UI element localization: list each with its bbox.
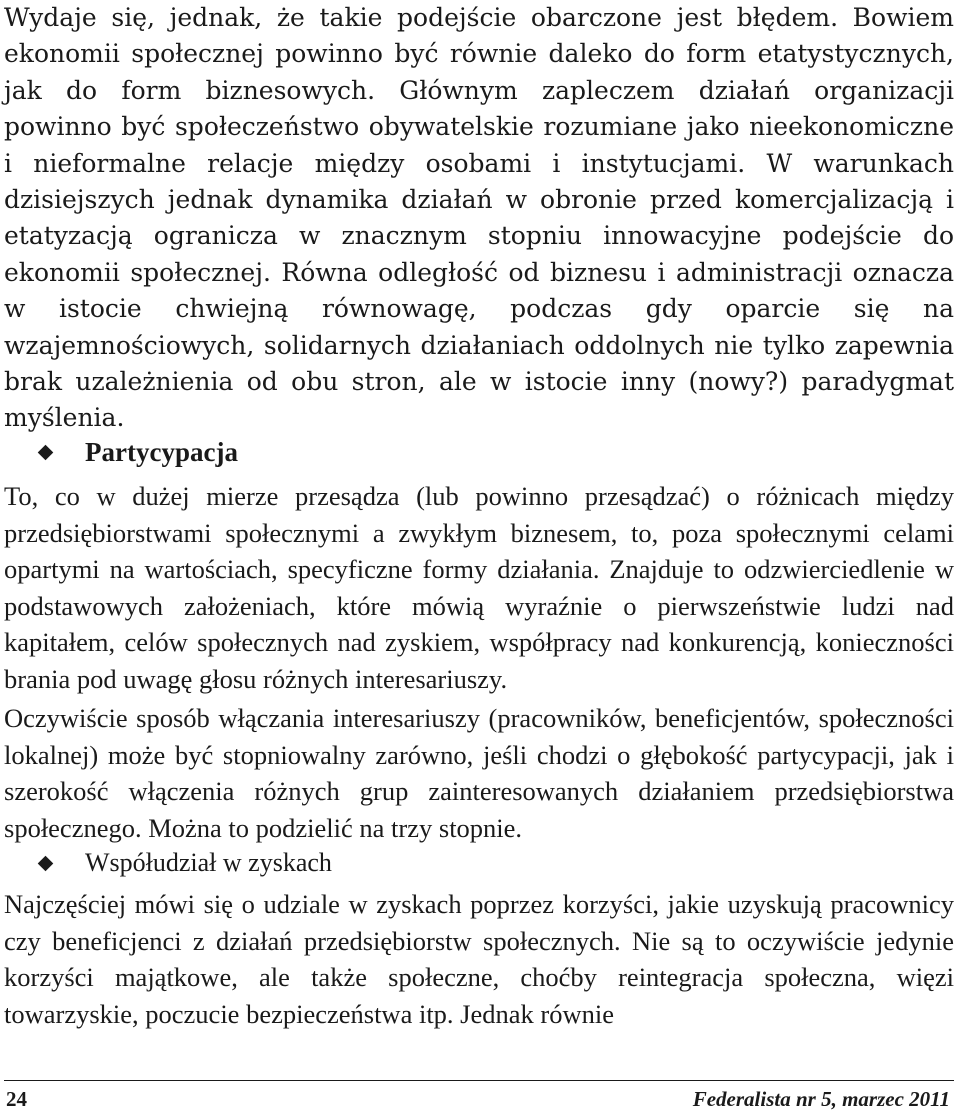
section-heading-text: Partycypacja: [85, 437, 238, 467]
subsection-heading: [32, 848, 332, 878]
body-paragraph: Oczywiście sposób włączania interesariuszy (pracowników, beneficjentów, społeczności lokalnej) może być stopniowalny zarówno, jeśli chodzi o głębokość partycypacji, jak i szerokość włączenia różnych grup zainteresowanych działaniem przedsiębiorstwa społecznego. Można to podzielić na trzy stopnie.: [4, 703, 954, 843]
diamond-bullet-icon: [38, 445, 54, 461]
section-heading: [32, 437, 238, 468]
subsection-heading-text: Współudział w zyskach: [85, 848, 332, 877]
publication-title: Federalista nr 5, marzec 2011: [692, 1087, 950, 1111]
body-paragraph: To, co w dużej mierze przesądza (lub powinno przesądzać) o różnicach między przedsiębiorstwami społecznymi a zwykłym biznesem, to, poza społecznymi celami opartymi na wartościach, specyficzne formy działania. Znajduje to odzwierciedlenie w podstawowych założeniach, które mówią wyraźnie o pierwszeństwie ludzi nad kapitałem, celów społecznych nad zyskiem, współpracy nad konkurencją, konieczności brania pod uwagę głosu różnych interesariuszy.: [4, 481, 954, 694]
body-paragraph: Wydaje się, jednak, że takie podejście obarczone jest błędem. Bowiem ekonomii społecznej powinno być równie daleko do form etatystycznych, jak do form biznesowych. Głównym zapleczem działań organizacji powinno być społeczeństwo obywatelskie rozumiane jako nieekonomiczne i nieformalne relacje między osobami i instytucjami. W warunkach dzisiejszych jednak dynamika działań w obronie przed komercjalizacją i etatyzacją ogranicza w znacznym stopniu innowacyjne podejście do ekonomii społecznej. Równa odległość od biznesu i administracji oznacza w istocie chwiejną równowagę, podczas gdy oparcie się na wzajemnościowych, solidarnych działaniach oddolnych nie tylko zapewnia brak uzależnienia od obu stron, ale w istocie inny (nowy?) paradygmat myślenia.: [4, 3, 954, 433]
footer-divider: [4, 1080, 954, 1081]
body-paragraph: Najczęściej mówi się o udziale w zyskach poprzez korzyści, jakie uzyskują pracownicy czy beneficjenci z działań przedsiębiorstw społecznych. Nie są to oczywiście jedynie korzyści majątkowe, ale także społeczne, choćby reintegracja społeczna, więzi towarzyskie, poczucie bezpieczeństwa itp. Jednak równie: [4, 889, 954, 1029]
page-number: 24: [6, 1087, 27, 1111]
diamond-bullet-icon: [38, 855, 54, 871]
